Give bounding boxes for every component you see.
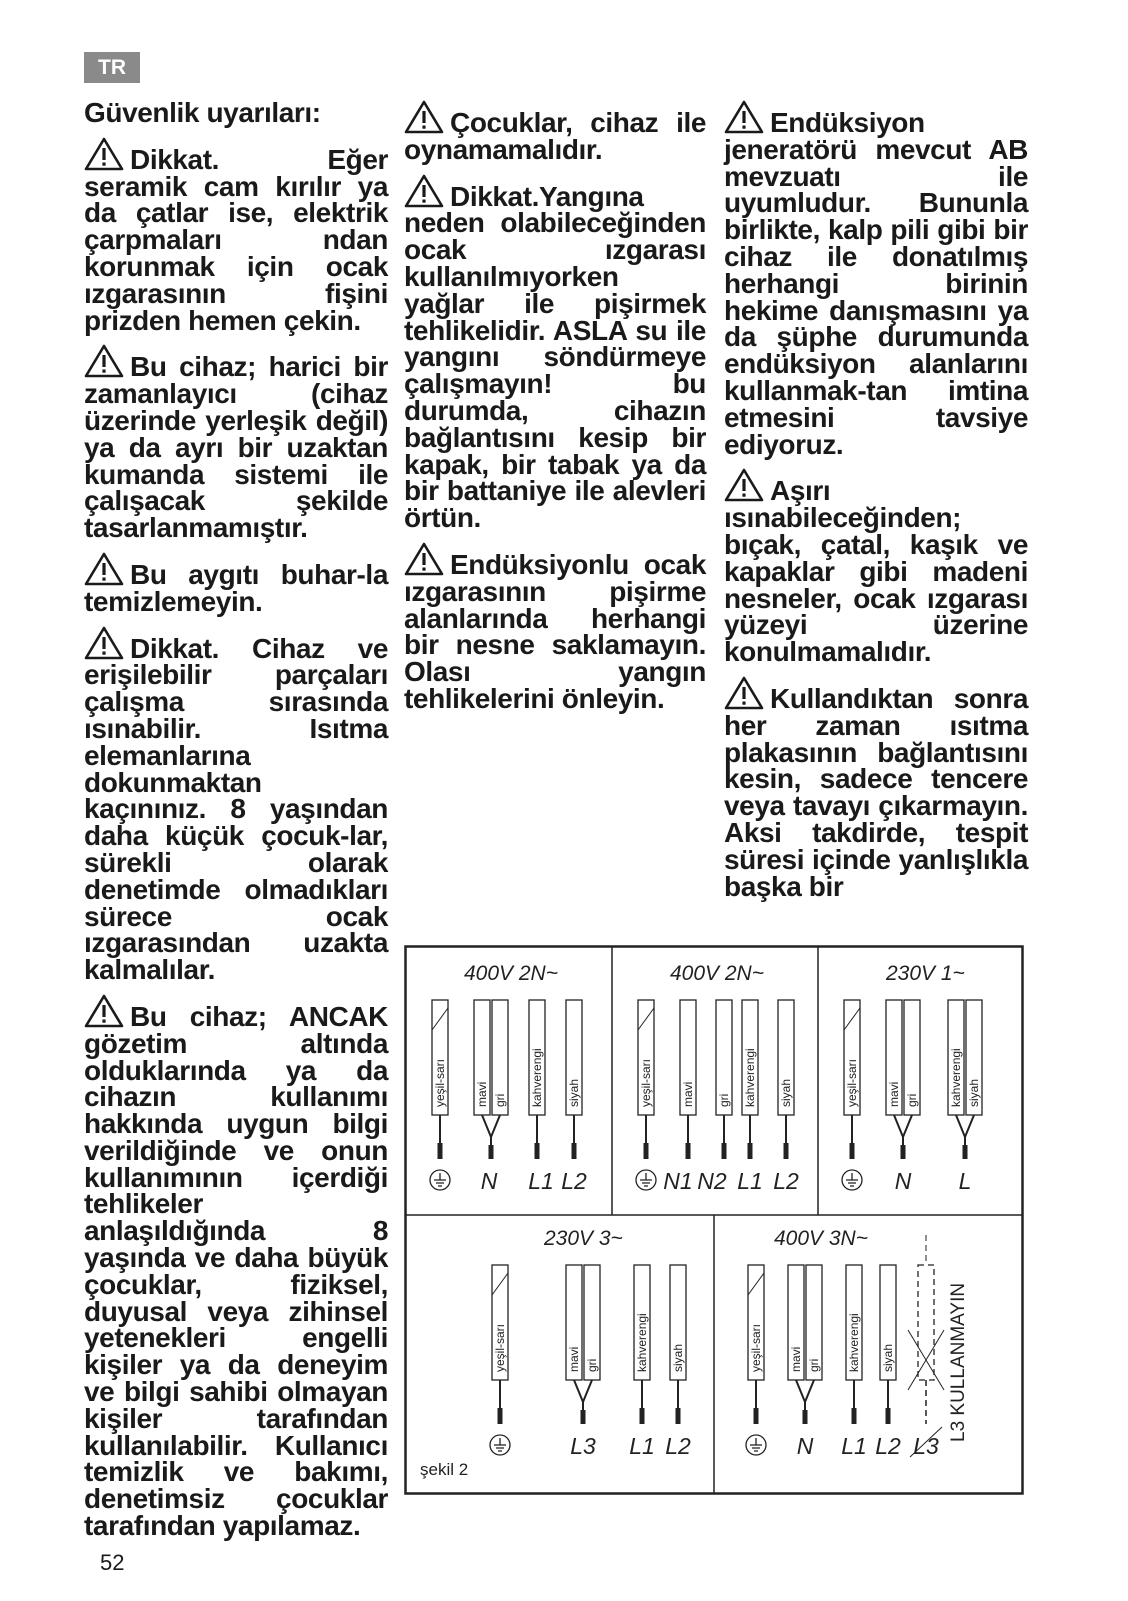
warning-paragraph-3: Bu aygıtı buhar-la temizlemeyin. [84,552,388,616]
warning-icon [84,137,124,171]
wire-color-label: yeşil-sarı [845,1058,859,1107]
wiring-panel [746,1227,969,1459]
do-not-use-label: L3 KULLANMAYIN [948,1282,969,1442]
warning-paragraph-2: Bu cihaz; harici bir zamanlayıcı (cihaz üzerinde yerleşik değil) ya da ayrı bir uzaktan kumanda sistemi ile çalışacak şekilde tasarlanmamıştır. [84,344,388,542]
wire-color-label: kahverengi [949,1048,963,1107]
ground-icon-mark [494,1438,506,1451]
column-3 [724,100,1028,910]
terminal-label: N [480,1168,498,1194]
warning-icon [724,676,764,710]
warning-icon [84,552,124,586]
wiring-panel [430,962,587,1194]
wire-color-label: mavi [475,1081,489,1107]
terminal-label: N1 [663,1168,693,1194]
warning-paragraph-8: Endüksiyonlu ocak ızgarasının pişirme alanlarında herhangi bir nesne saklamayın. Olası yangın tehlikelerini önleyin. [404,542,706,713]
terminal-label: N [796,1433,814,1459]
voltage-label: 400V 2N~ [670,962,764,985]
terminal-label: L2 [875,1433,901,1459]
wire-color-label: kahverengi [635,1313,649,1372]
warning-paragraph-10: Aşırı ısınabileceğinden; bıçak, çatal, kaşık ve kapaklar gibi madeni nesneler, ocak ızgarası yüzeyi üzerine konulmamalıdır. [724,468,1028,666]
wire-color-label: siyah [671,1343,685,1372]
wiring-panel [842,962,982,1194]
warning-icon [404,542,444,576]
voltage-label: 400V 3N~ [774,1227,868,1250]
warning-icon [404,100,444,134]
warning-paragraph-5: Bu cihaz; ANCAK gözetim altında olduklarında ya da cihazın kullanımı hakkında uygun bilgi verildiğinde ve onun kullanımının içerdiği tehlikeler anlaşıldığında 8 yaşında ve daha büyük çocuklar, fiziksel, duyusal veya zihinsel yetenekleri engelli kişiler ya da deneyim ve bilgi sahibi olmayan kişiler tarafından kullanılabilir. Kullanıcı temizlik ve bakımı, denetimsiz çocuklar tarafından yapılamaz. [84,994,388,1540]
wire-color-label: siyah [967,1078,981,1107]
terminal-label: L2 [561,1168,587,1194]
warning-icon [724,100,764,134]
warning-paragraph-9: Endüksiyon jeneratörü mevcut AB mevzuatı ile uyumludur. Bununla birlikte, kalp pili gibi bir cihaz ile donatılmış herhangi birinin hekime danışmasını ya da şüphe durumunda endüksiyon alanlarını kullanmak-tan imtina etmesini tavsiye ediyoruz. [724,100,1028,458]
diagram-caption: şekil 2 [420,1460,469,1479]
terminal-label: L1 [841,1433,867,1459]
warning-paragraph-1: Dikkat. Eğer seramik cam kırılır ya da çatlar ise, elektrik çarpmaları ndan korunmak için ocak ızgarasının fişini prizden hemen çekin. [84,137,388,335]
wire-color-label: mavi [887,1081,901,1107]
wire-color-label: yeşil-sarı [433,1058,447,1107]
voltage-label: 230V 3~ [544,1227,623,1250]
warning-icon [84,344,124,378]
terminal-label: N2 [697,1168,727,1194]
ground-icon-mark [750,1438,762,1451]
language-tag: TR [84,52,140,83]
terminal-label: L2 [665,1433,691,1459]
wire-color-label: kahverengi [530,1048,544,1107]
voltage-label: 230V 1~ [886,962,965,985]
page-number: 52 [100,1550,125,1575]
wire-color-label: mavi [789,1346,803,1372]
warning-icon [724,468,764,502]
warning-icon [84,626,124,660]
warning-icon [404,174,444,208]
voltage-label: 400V 2N~ [464,962,558,985]
wire-color-label: siyah [567,1078,581,1107]
warning-paragraph-7: Dikkat.Yangına neden olabileceğinden ocak ızgarası kullanılmıyorken yağlar ile pişirmek tehlikelidir. ASLA su ile yangını söndürmeye çalışmayın! bu durumda, cihazın bağlantısını kesip bir kapak, bir tabak ya da bir battaniye ile alevleri örtün. [404,174,706,532]
wire-color-label: gri [905,1093,919,1107]
wire-color-label: gri [493,1093,507,1107]
wiring-panel [490,1227,691,1459]
wire-color-label: yeşil-sarı [493,1323,507,1372]
wire-color-label: gri [717,1093,731,1107]
terminal-label: L [958,1168,972,1194]
unused-wire-sleeve [918,1265,934,1380]
terminal-label: L3 [913,1433,939,1459]
section-title: Güvenlik uyarıları: [84,97,321,128]
terminal-label: N [894,1168,912,1194]
warning-paragraph-11: Kullandıktan sonra her zaman ısıtma plakasının bağlantısını kesin, sadece tencere veya tavayı çıkarmayın. Aksi takdirde, tespit süresi içinde yanlışlıkla başka bir [724,676,1028,900]
column-2 [404,100,706,723]
terminal-label: L3 [570,1433,596,1459]
terminal-label: L2 [773,1168,799,1194]
wire-color-label: gri [807,1358,821,1372]
column-1 [84,97,388,1550]
wire-color-label: kahverengi [847,1313,861,1372]
wire-color-label: siyah [779,1078,793,1107]
wire-color-label: yeşil-sarı [749,1323,763,1372]
wire-color-label: gri [585,1358,599,1372]
ground-icon-mark [846,1173,858,1186]
wiring-diagram-svg [404,945,1024,1495]
wiring-panel [636,962,799,1194]
warning-paragraph-6: Çocuklar, cihaz ile oynamamalıdır. [404,100,706,164]
warning-paragraph-4: Dikkat. Cihaz ve erişilebilir parçaları çalışma sırasında ısınabilir. Isıtma elemanlarına dokunmaktan kaçınınız. 8 yaşından daha küçük çocuk-lar, sürekli olarak denetimde olmadıkları sürece ocak ızgarasından uzakta kalmalılar. [84,626,388,984]
ground-icon-mark [640,1173,652,1186]
wiring-diagram [404,945,1024,1495]
wire-color-label: mavi [567,1346,581,1372]
wire-color-label: yeşil-sarı [639,1058,653,1107]
wire-color-label: siyah [881,1343,895,1372]
terminal-label: L1 [528,1168,554,1194]
wire-color-label: mavi [681,1081,695,1107]
ground-icon-mark [434,1173,446,1186]
terminal-label: L1 [737,1168,763,1194]
wire-color-label: kahverengi [743,1048,757,1107]
terminal-label: L1 [629,1433,655,1459]
warning-icon [84,994,124,1028]
